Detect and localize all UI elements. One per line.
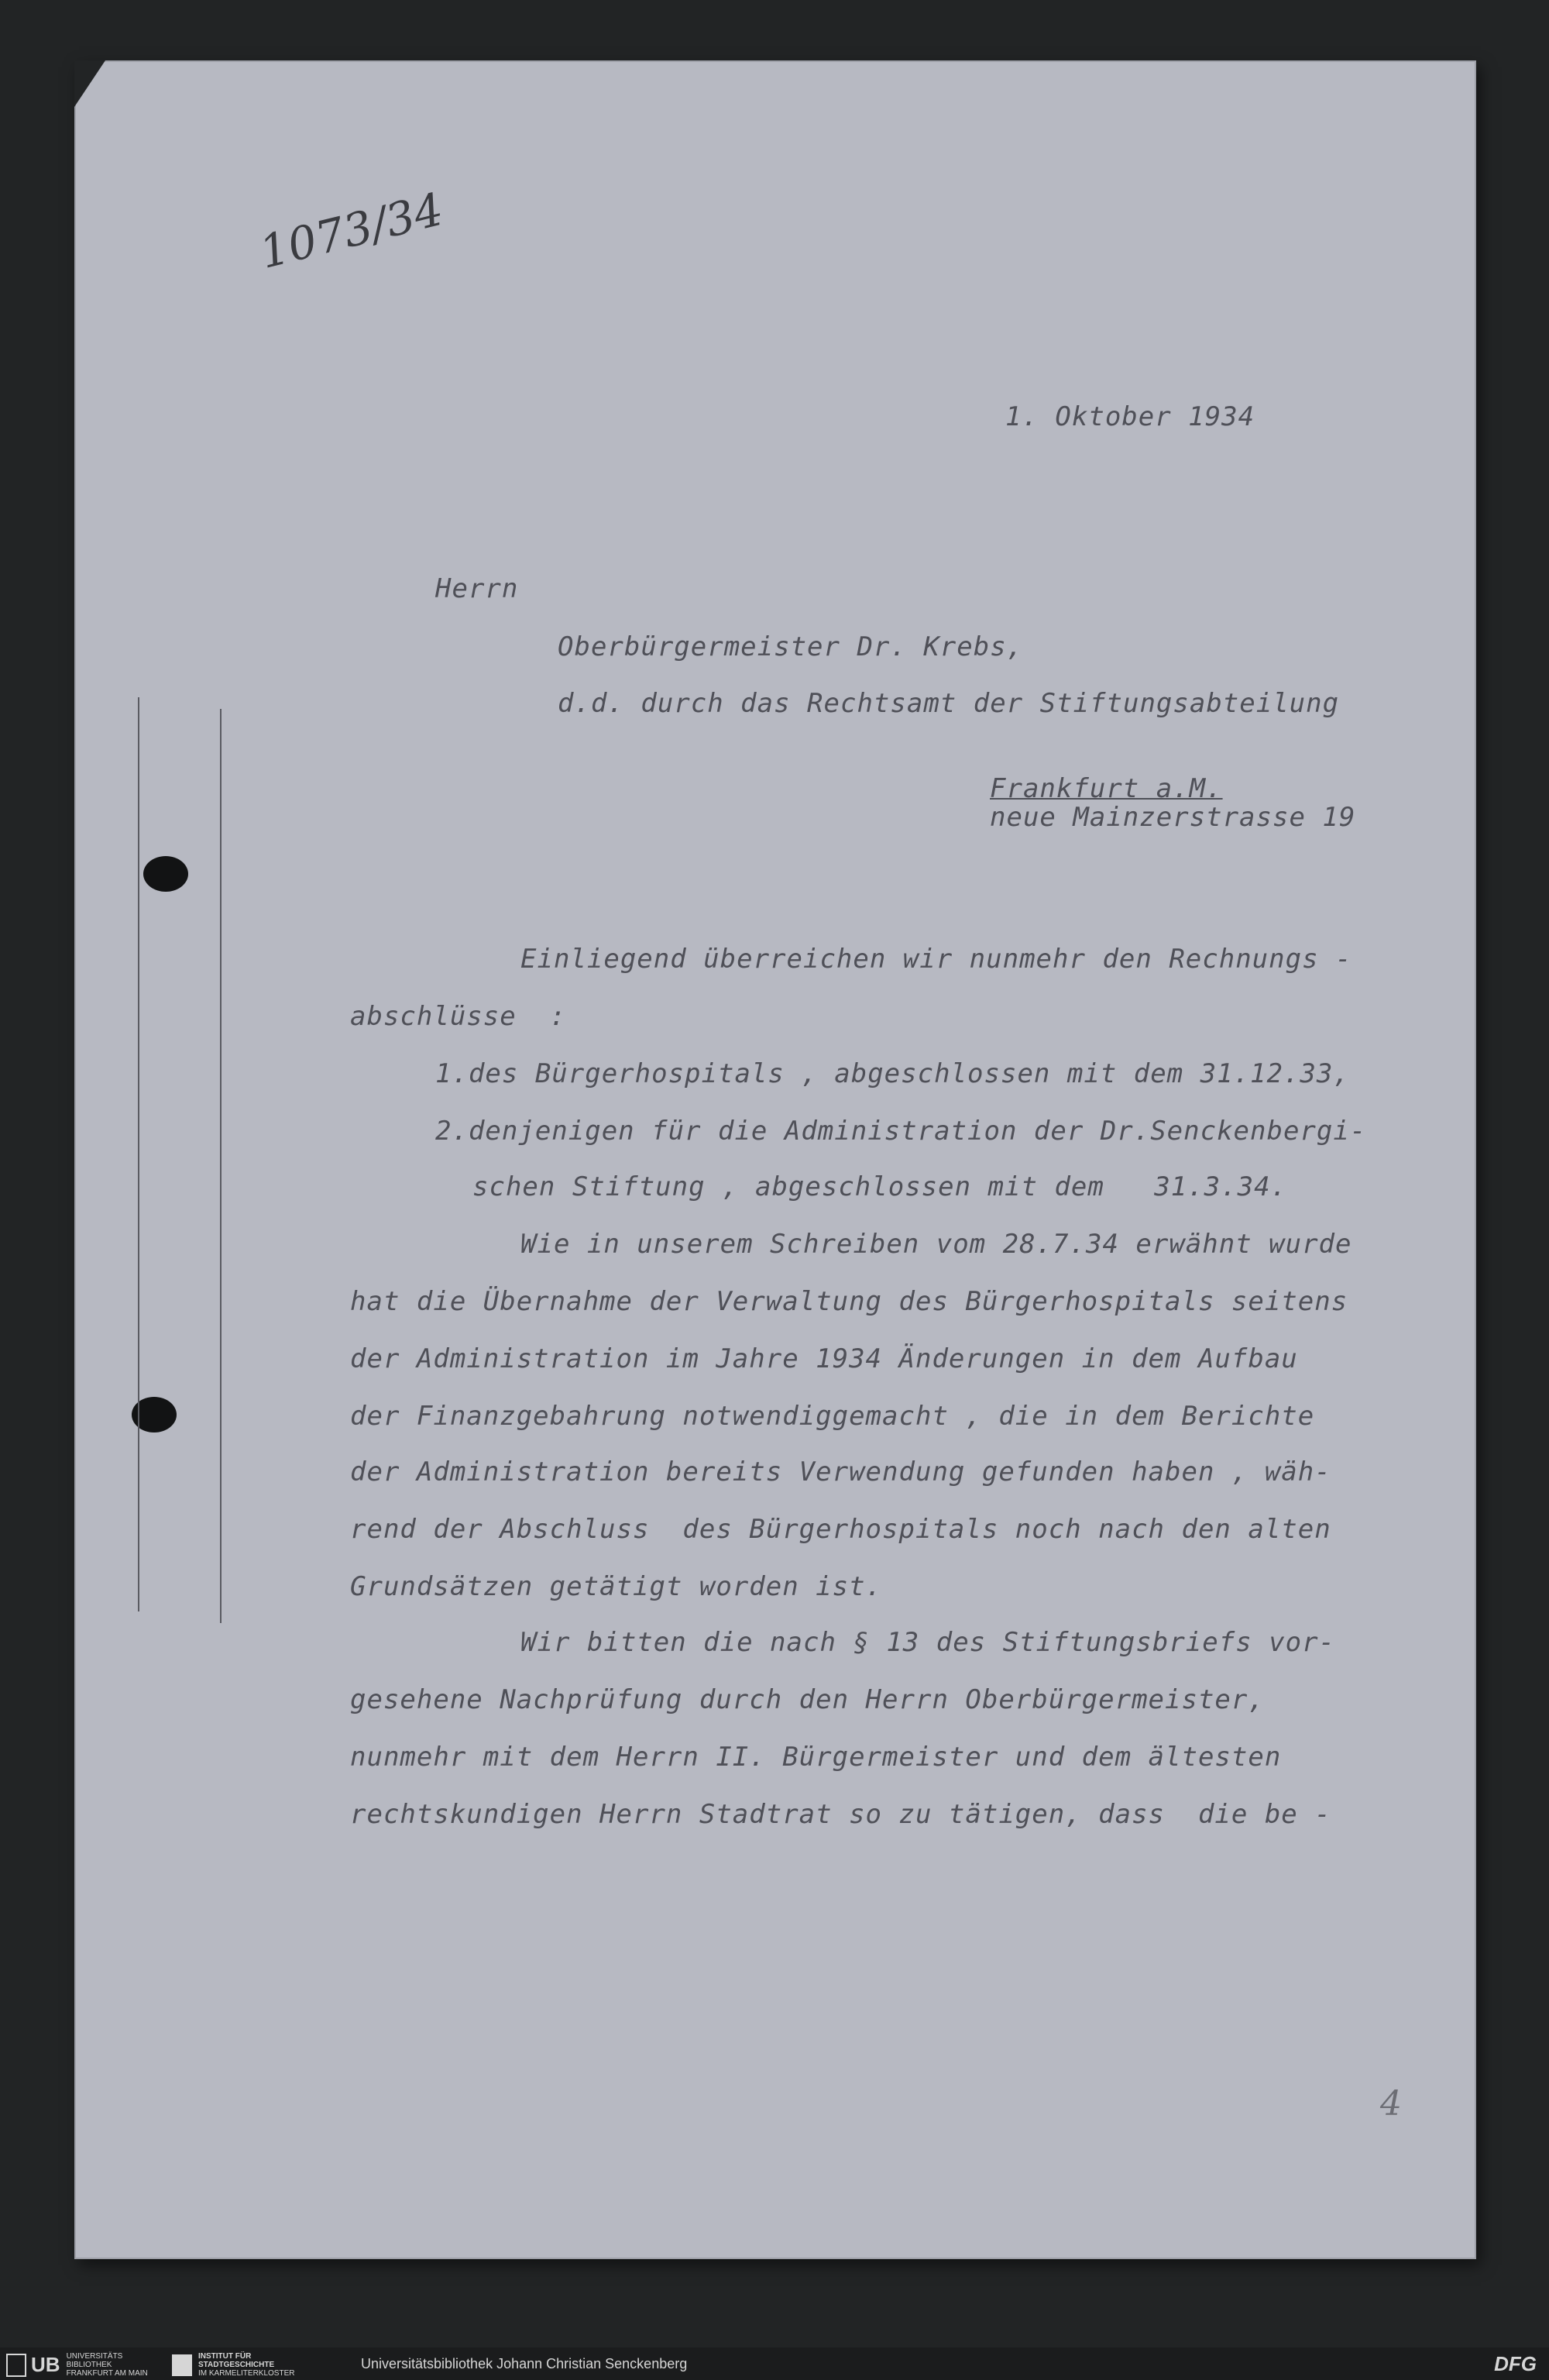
punch-hole-top: [143, 856, 188, 892]
viewer-footer: [0, 2347, 1549, 2380]
institut-logo: [172, 2352, 294, 2378]
body-line: der Administration im Jahre 1934 Änderungen in dem Aufbau: [350, 1343, 1298, 1374]
recipient-line-1: Oberbürgermeister Dr. Krebs,: [558, 631, 1024, 662]
body-line: Einliegend überreichen wir nunmehr den Rechnungs -: [520, 944, 1352, 975]
margin-strip-left-edge: [138, 697, 139, 1611]
ub-logo-caption: UNIVERSITÄTS BIBLIOTHEK FRANKFURT AM MAIN: [66, 2352, 148, 2378]
body-line: der Finanzgebahrung notwendiggemacht , die in dem Berichte: [350, 1401, 1315, 1432]
ub-logo: [6, 2352, 148, 2378]
body-line: gesehene Nachprüfung durch den Herrn Oberbürgermeister,: [350, 1684, 1265, 1715]
handwritten-archive-number: 1073/34: [254, 182, 448, 279]
ub-logo-text: UB: [31, 2353, 60, 2376]
recipient-city: Frankfurt a.M.: [990, 773, 1223, 804]
torn-corner: [74, 60, 105, 107]
library-name: Universitätsbibliothek Johann Christian Senckenberg: [361, 2356, 688, 2371]
body-line: Wir bitten die nach § 13 des Stiftungsbriefs vor-: [520, 1627, 1336, 1658]
dfg-logo: DFG: [1494, 2352, 1537, 2375]
document-page: [74, 60, 1476, 2259]
recipient-street: neue Mainzerstrasse 19: [990, 802, 1356, 833]
margin-strip-right-edge: [220, 709, 222, 1623]
body-line: schen Stiftung , abgeschlossen mit dem 31.3.34.: [472, 1171, 1288, 1202]
body-line: nunmehr mit dem Herrn II. Bürgermeister und dem ältesten: [350, 1742, 1282, 1773]
body-line: Wie in unserem Schreiben vom 28.7.34 erwähnt wurde: [520, 1229, 1352, 1260]
body-line: der Administration bereits Verwendung gefunden haben , wäh-: [350, 1457, 1331, 1488]
body-line: 1.des Bürgerhospitals , abgeschlossen mit dem 31.12.33,: [435, 1058, 1350, 1089]
institut-logo-icon: [172, 2354, 192, 2376]
body-line: abschlüsse :: [350, 1001, 567, 1032]
body-line: 2.denjenigen für die Administration der Dr.Senckenbergi-: [435, 1116, 1367, 1147]
body-line: Grundsätzen getätigt worden ist.: [350, 1571, 883, 1602]
body-line: rend der Abschluss des Bürgerhospitals noch nach den alten: [350, 1514, 1331, 1545]
salutation: Herrn: [435, 573, 519, 604]
handwritten-page-number: 4: [1380, 2084, 1402, 2124]
body-line: hat die Übernahme der Verwaltung des Bürgerhospitals seitens: [350, 1286, 1348, 1317]
letter-date: 1. Oktober 1934: [1005, 401, 1255, 432]
recipient-line-2: d.d. durch das Rechtsamt der Stiftungsabteilung: [558, 688, 1340, 719]
body-line: rechtskundigen Herrn Stadtrat so zu tätigen, dass die be -: [350, 1799, 1331, 1830]
ub-logo-icon: [6, 2354, 26, 2377]
institut-logo-caption: INSTITUT FÜR STADTGESCHICHTE IM KARMELITERKLOSTER: [198, 2352, 295, 2378]
